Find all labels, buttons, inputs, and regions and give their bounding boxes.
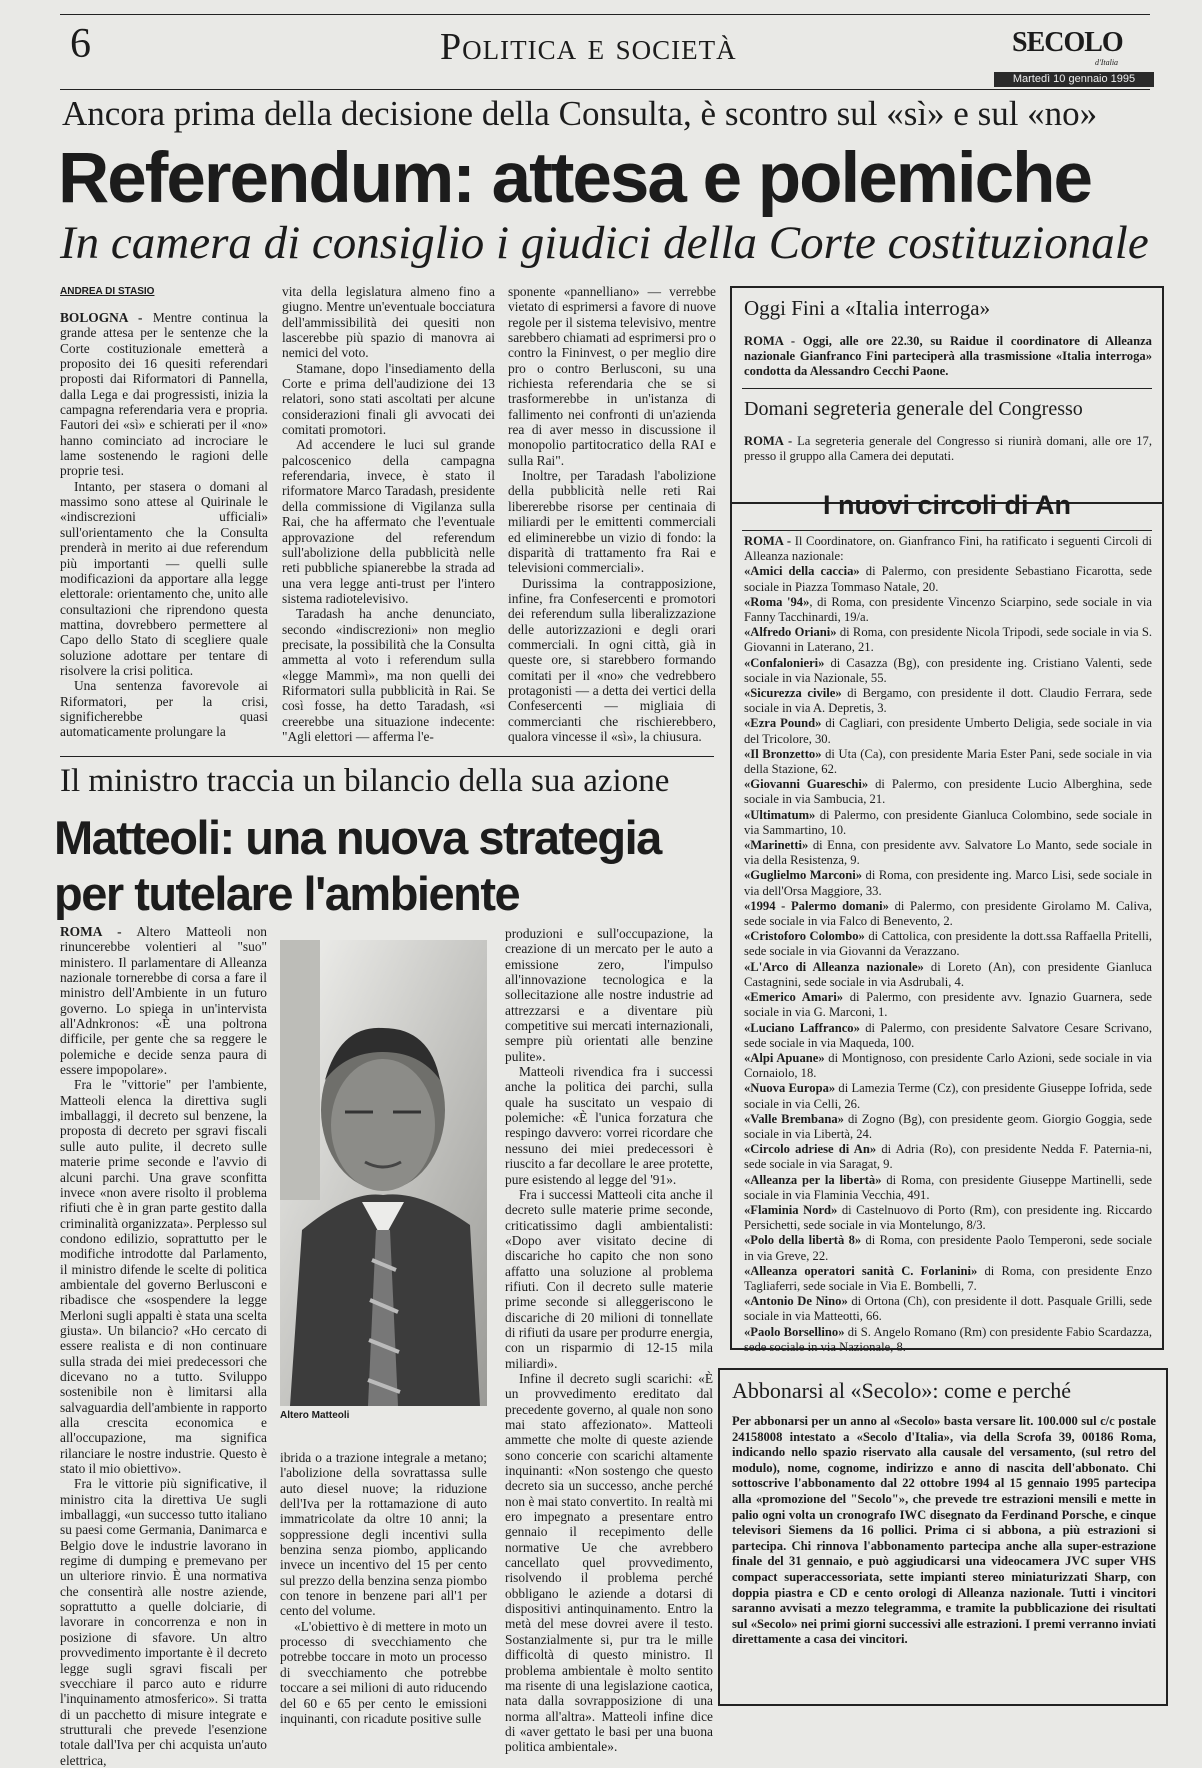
circolo-item: «Giovanni Guareschi» di Palermo, con presidente Lucio Alberghina, sede sociale in via Sambucia, 21. (744, 777, 1152, 807)
circolo-item: «1994 - Palermo domani» di Palermo, con presidente Girolamo M. Caliva, sede sociale in via Falco di Benevento, 2. (744, 898, 1152, 929)
second-column-3: produzioni e sull'occupazione, la creazione di un mercato per le auto a emissione zero, l'impulso all'innovazione tecnologica e la sollecitazione alle nostre industrie ad attrezzarsi e a diventare più competitive sui mercati internazionali, sempre più orientati alle benzine pulite». Matteoli rivendica fra i successi anche la politica dei parchi, sulla quale ha suscitato un vespaio di polemiche: «È l'unica forzatura che respingo davvero: vorrei ricordare che nessuno dei miei predecessori è riuscito a far decollare le aree protette, pure esistendo al legge del '91». Fra i successi Matteoli cita anche il decreto sulle materie prime seconde, criticatissimo dagli ambientalisti: «Dopo aver visitato decine di discariche ho capito che non sono affatto una soluzione al problema rifiuti. Con il decreto sulle materie prime seconde si alleggeriscono le discariche di 20 milioni di tonnellate di rifiuti da usare per produrre energia, con un risparmio di 12-15 mila miliardi». Infine il decreto sugli scarichi: «È un provvedimento ereditato dal precedente governo, al quale non sono mai stato affezionato». Matteoli ammette che molte di queste aziende sono concerie con scarichi altamente inquinanti: «Non sostengo che questo decreto sia un successo, anche perché non è mai stato convertito. In realtà mi ero impegnato a presentare entro gennaio il recepimento delle normative Ue che avrebbero cancellato quel provvedimento, risolvendo il problema perché obbligano le aziende a dotarsi di dispositivi antinquinamento. Entro la metà del mese dovrei avere il testo. Sostanzialmente si, pur tra le mille difficoltà di questo ministro. Il problema ambientale è molto sentito ma risente di una legislazione caotica, nata dalla sovrapposizione di una norma all'altra». Matteoli infine dice di «aver gettato le basi per una buona politica ambientale». (505, 926, 713, 1755)
congress-brief-text: ROMA - La segreteria generale del Congresso si riunirà domani, alle ore 17, presso il gruppo alla Camera dei deputati. (744, 434, 1152, 464)
newspaper-logo-sub: d'Italia (1095, 58, 1119, 67)
page-number: 6 (70, 21, 91, 67)
circolo-item: «Amici della caccia» di Palermo, con presidente Sebastiano Ficarotta, sede sociale in Piazza Tommaso Natale, 20. (744, 564, 1152, 594)
matteoli-photo (280, 940, 487, 1406)
fini-brief-text: ROMA - Oggi, alle ore 22.30, su Raidue il coordinatore di Alleanza nazionale Gianfranco Fini parteciperà alla trasmissione «Italia interroga» condotta da Alessandro Cecchi Paone. (744, 334, 1152, 379)
portrait-illustration (280, 940, 487, 1406)
lead-kicker: Ancora prima della decisione della Consulta, è scontro sul «sì» e sul «no» (62, 94, 1098, 133)
lead-subheadline: In camera di consiglio i giudici della Corte costituzionale (60, 217, 1149, 269)
lead-headline: Referendum: attesa e polemiche (58, 139, 1091, 218)
circolo-item: «Roma '94», di Roma, con presidente Vincenzo Sciarpino, sede sociale in via Fanny Tacchinardi, 19/a. (744, 594, 1153, 625)
circolo-item: «Circolo adriese di An» di Adria (Ro), con presidente Nedda F. Paternia-ni, sede sociale in via Saragat, 9. (744, 1142, 1152, 1172)
byline: ANDREA DI STASIO (60, 286, 155, 297)
circolo-item: «Luciano Laffranco» di Palermo, con presidente Salvatore Cesare Scrivano, sede sociale in via Maqueda, 100. (744, 1020, 1152, 1050)
circolo-item: «Guglielmo Marconi» di Roma, con presidente ing. Marco Lisi, sede sociale in via dell'Orsa Maggiore, 33. (744, 868, 1153, 898)
lead-column-3: sponente «pannelliano» — verrebbe vietato di esprimersi a favore di nuove regole per il sistema televisivo, mentre sarebbero chiamati ad esprimersi pro o contro la Fininvest, o per meglio dire pro o contro Berlusconi, su una richiesta referendaria che se si trasformerebbe in un'istanza di fallimento nei confronti di un'azienda rea di aver messo in discussione il monopolio partitocratico della RAI e sulla Rai". Inoltre, per Taradash l'abolizione della pubblicità nelle reti Rai libererebbe risorse per centinaia di miliardi per le emittenti commerciali ed eliminerebbe un vizio di fondo: la disparità di trattamento fra Rai e televisioni commerciali». Durissima la contrapposizione, infine, fra Confesercenti e promotori dei referendum sulla liberalizzazione delle autorizzazioni e degli orari commerciali. In ogni città, già in queste ore, si starebbero formando comitati per il «no» che vedrebbero protagonisti — a detta dei vertici della Confesercenti — migliaia di commercianti che rischierebbero, qualora vincesse il «sì», la chiusura. (508, 284, 716, 744)
circolo-item: «Antonio De Nino» di Ortona (Ch), con presidente il dott. Pasquale Grilli, sede sociale in via Matteotti, 66. (744, 1294, 1152, 1324)
second-headline-line-1: Matteoli: una nuova strategia (54, 811, 661, 864)
second-column-1: ROMA - Altero Matteoli non rinuncerebbe volentieri al "suo" ministero. Il parlamentare di Alleanza nazionale tornerebbe di corsa a fare il ministro dell'Ambiente in un futuro governo. Lo spiega in un'intervista all'Adnkronos: «È una poltrona difficile, per gente che sa reggere le polemiche e decide senza paura di essere impopolare». Fra le "vittorie" per l'ambiente, Matteoli elenca la direttiva sugli imballaggi, il decreto sul benzene, la proposta di decreto per sgravi fiscali sulle auto pulite, il decreto sulle materie prime seconde e l'avvio di alcuni parchi. Una grave sconfitta invece «non avere risolto il problema rifiuti che è in gran parte gestito dalla criminalità organizzata». Perplesso sul condono edilizio, soprattutto per le modifiche introdotte dal Parlamento, il ministro difende le scelte di politica ambientale del governo Berlusconi e ribadisce che «sospendere la legge Merloni sugli appalti è stata una scelta giusta». Un bilancio? «Ho cercato di essere realista e di non continuare sulla strada dei miei predecessori che dicevano no a tutto. Sviluppo sostenibile non è limitarsi alla salvaguardia dell'ambiente in rapporto alla crescita economica e all'occupazione, ma significa rilanciare le nostre industrie. Questo è stato il mio obiettivo». Fra le vittorie più significative, il ministro cita la direttiva Ue sugli imballaggi, «un successo tutto italiano su paesi come Germania, Danimarca e Belgio dove le industrie lavorano in regime di dumping e premevano per un ulteriore rinvio. È una normativa che consentirà alle nostre aziende, soprattutto a quelle dolciarie, di lavorare in concorrenza e non in posizione di sfavore. Un altro provvedimento importante è il decreto legge sugli sgravi fiscali per svecchiare il parco auto e ridurre l'inquinamento atmosferico». Si tratta di un pacchetto di misure integrate e strutturali che prevede l'esenzione totale dall'Iva per chi acquista un'auto elettrica, (60, 924, 267, 1768)
subscription-box (718, 1368, 1168, 1706)
circoli-list (744, 534, 1152, 1355)
circolo-item: «Nuova Europa» di Lamezia Terme (Cz), con presidente Giuseppe Iofrida, sede sociale in via Celli, 26. (744, 1081, 1152, 1111)
circoli-intro: ROMA - Il Coordinatore, on. Gianfranco Fini, ha ratificato i seguenti Circoli di Alleanza nazionale: (744, 534, 1152, 564)
second-headline-line-2: per tutelare l'ambiente (54, 867, 520, 920)
circolo-item: «Cristoforo Colombo» di Cattolica, con presidente la dott.ssa Raffaella Pritelli, sede sociale in via Giovanni da Verazzano. (744, 929, 1152, 959)
newspaper-logo: SECOLO (1012, 27, 1123, 58)
circolo-item: «Alfredo Oriani» di Roma, con presidente Nicola Tripodi, sede sociale in via S. Giovanni in Laterano, 21. (744, 625, 1153, 655)
circolo-item: «Ultimatum» di Palermo, con presidente Gianluca Colombino, sede sociale in via Sammartino, 10. (744, 807, 1152, 837)
circolo-item: «Polo della libertà 8» di Roma, con presidente Paolo Temperoni, sede sociale in via Greve, 22. (744, 1233, 1152, 1263)
circolo-item: «Paolo Borsellino» di S. Angelo Romano (Rm) con presidente Fabio Scardazza, sede sociale in via Nazionale, 8. (744, 1324, 1152, 1354)
circolo-item: «L'Arco di Alleanza nazionale» di Loreto (An), con presidente Gianluca Castagnini, sede sociale in via Asdrubali, 4. (744, 959, 1152, 989)
circolo-item: «Valle Brembana» di Zogno (Bg), con presidente geom. Giorgio Goggia, sede sociale in via Libertà, 24. (744, 1111, 1152, 1141)
subscription-title: Abbonarsi al «Secolo»: come e perché (732, 1378, 1072, 1403)
circolo-item: «Ezra Pound» di Cagliari, con presidente Umberto Deligia, sede sociale in via del Tricolore, 30. (744, 716, 1152, 746)
circoli-box (730, 478, 1164, 1354)
circolo-item: «Flaminia Nord» di Castelnuovo di Porto (Rm), con presidente ing. Riccardo Persichetti, sede sociale in via Montelungo, 8/3. (744, 1202, 1152, 1233)
congress-brief-title: Domani segreteria generale del Congresso (744, 398, 1083, 420)
news-briefs-box (730, 286, 1164, 504)
lead-column-1: BOLOGNA - Mentre continua la grande attesa per le sentenze che la Corte costituzionale emetterà a proposito dei 16 quesiti referendari proposti dai Riformatori di Pannella, dalla Lega e dai progressisti, inizia la campagna referendaria vera e propria. Fautori dei «sì» e schierati per il «no» hanno cominciato ad incrociare le lame sostenendo le ragioni delle proprie tesi. Intanto, per stasera o domani al massimo sono attese al Quirinale le «indiscrezioni ufficiali» sull'orientamento che la Consulta prenderà in merito ai due referendum più importanti — quelli sulle modificazioni da apportare alla legge elettorale: orientamento che, unito alle consultazioni che riprendono questa mattina, dovrebbero permettere al Capo dello Stato di scegliere quale soluzione adottare per tentare di risolvere la crisi politica. Una sentenza favorevole ai Riformatori, per la crisi, significherebbe quasi automaticamente prolungare la (60, 310, 268, 740)
section-title: Politica e società (440, 26, 737, 68)
circolo-item: «Marinetti» di Enna, con presidente avv. Salvatore Lo Manto, sede sociale in via della Resistenza, 9. (744, 838, 1152, 868)
circolo-item: «Alpi Apuane» di Montignoso, con presidente Carlo Azioni, sede sociale in via Cornaiolo, 18. (744, 1050, 1153, 1081)
circolo-item: «Alleanza per la libertà» di Roma, con presidente Giuseppe Martinelli, sede sociale in via Flaminia Vecchia, 491. (744, 1172, 1152, 1202)
photo-caption: Altero Matteoli (280, 1410, 350, 1421)
fini-brief-title: Oggi Fini a «Italia interroga» (744, 296, 991, 320)
subscription-text: Per abbonarsi per un anno al «Secolo» basta versare lit. 100.000 sul c/c postale 24158008 intestato a «Secolo d'Italia», via della Scrofa 39, 00186 Roma, indicando nello spazio riservato alla causale del versamento, (sul retro del modulo), nome, cognome, indirizzo e anno di nascita dell'abbonato. Chi sottoscrive l'abbonamento dal 22 ottobre 1994 al 15 gennaio 1995 partecipa alla «promozione del "Secolo"», che prevede tre estrazioni mensili e mette in palio ogni volta un cronografo IWC disegnato da Ferdinand Porsche, e cinque televisori Siemens da 16 pollici. Prima ci si abbona, a più estrazioni si partecipa. Chi rinnova l'abbonamento partecipa anche alla super-estrazione finale del 31 gennaio, e può aggiudicarsi una videocamera JVC super VHS compact superaccessoriata, sette impianti stereo miniaturizzati Sharp, con doppia piastra e CD e cento orologi di Alleanza nazionale. Tutti i vincitori saranno avvisati a mezzo telegramma, e tramite la pubblicazione dei risultati sul «Secolo» nei primi giorni successivi alle estrazioni. I premi verranno inviati direttamente a casa dei vincitori. (732, 1414, 1156, 1647)
circoli-title: I nuovi circoli di An (822, 490, 1072, 520)
circolo-item: «Alleanza operatori sanità C. Forlanini» di Roma, con presidente Enzo Tagliaferri, sede sociale in Via E. Bombelli, 7. (744, 1263, 1152, 1293)
second-column-2: ibrida o a trazione integrale a metano; l'abolizione della sovrattassa sulle auto diesel nuove; la riduzione dell'Iva per la rottamazione di auto immatricolate da oltre 10 anni; la soppressione degli incentivi sulla benzina senza piombo, applicando invece un incentivo del 15 per cento sul prezzo della benzina senza piombo con tenore in benzene pari all'1 per cento del volume. «L'obiettivo è di mettere in moto un processo di svecchiamento che potrebbe toccare in moto un processo di svecchiamento che potrebbe toccare a sei milioni di auto riducendo del 60 e 65 per cento le emissioni inquinanti, con ricadute positive sulle (280, 1450, 487, 1726)
circolo-item: «Il Bronzetto» di Uta (Ca), con presidente Maria Ester Pani, sede sociale in via della Stazione, 62. (744, 746, 1152, 777)
issue-date: Martedì 10 gennaio 1995 (994, 72, 1154, 87)
lead-column-2: vita della legislatura almeno fino a giugno. Mentre un'eventuale bocciatura dell'ammissibilità dei quesiti non lascerebbe più spazio di manovra ai nemici del voto. Stamane, dopo l'insediamento della Corte e prima dell'audizione dei 13 relatori, sono stati ascoltati per alcune considerazioni finali gli avvocati dei comitati promotori. Ad accendere le luci sul grande palcoscenico della campagna referendaria, invece, è stato il riformatore Marco Taradash, presidente della commissione di Vigilanza sulla Rai, che ha affermato che l'eventuale approvazione del referendum sull'abolizione della pubblicità nelle reti pubbliche spianerebbe la strada ad una vera legge anti-trust per l'intero sistema radiotelevisivo. Taradash ha anche denunciato, secondo «indiscrezioni» non meglio precisate, la possibilità che la Consulta ammetta al voto i referendum sulla «legge Mammì», ma non quelli dei Riformatori sulla pubblicità in Rai. Se così fosse, ha detto Taradash, «si creerebbe una situazione indecente: "Agli elettori — afferma l'e- (282, 284, 495, 744)
circolo-item: «Confalonieri» di Casazza (Bg), con presidente ing. Cristiano Valenti, sede sociale in via Nazionale, 55. (744, 655, 1152, 685)
circolo-item: «Emerico Amari» di Palermo, con presidente avv. Ignazio Guarnera, sede sociale in via G. Marconi, 1. (744, 990, 1152, 1020)
circolo-item: «Sicurezza civile» di Bergamo, con presidente il dott. Claudio Ferrara, sede sociale in via A. Depretis, 3. (744, 686, 1152, 716)
second-kicker: Il ministro traccia un bilancio della sua azione (60, 763, 670, 799)
